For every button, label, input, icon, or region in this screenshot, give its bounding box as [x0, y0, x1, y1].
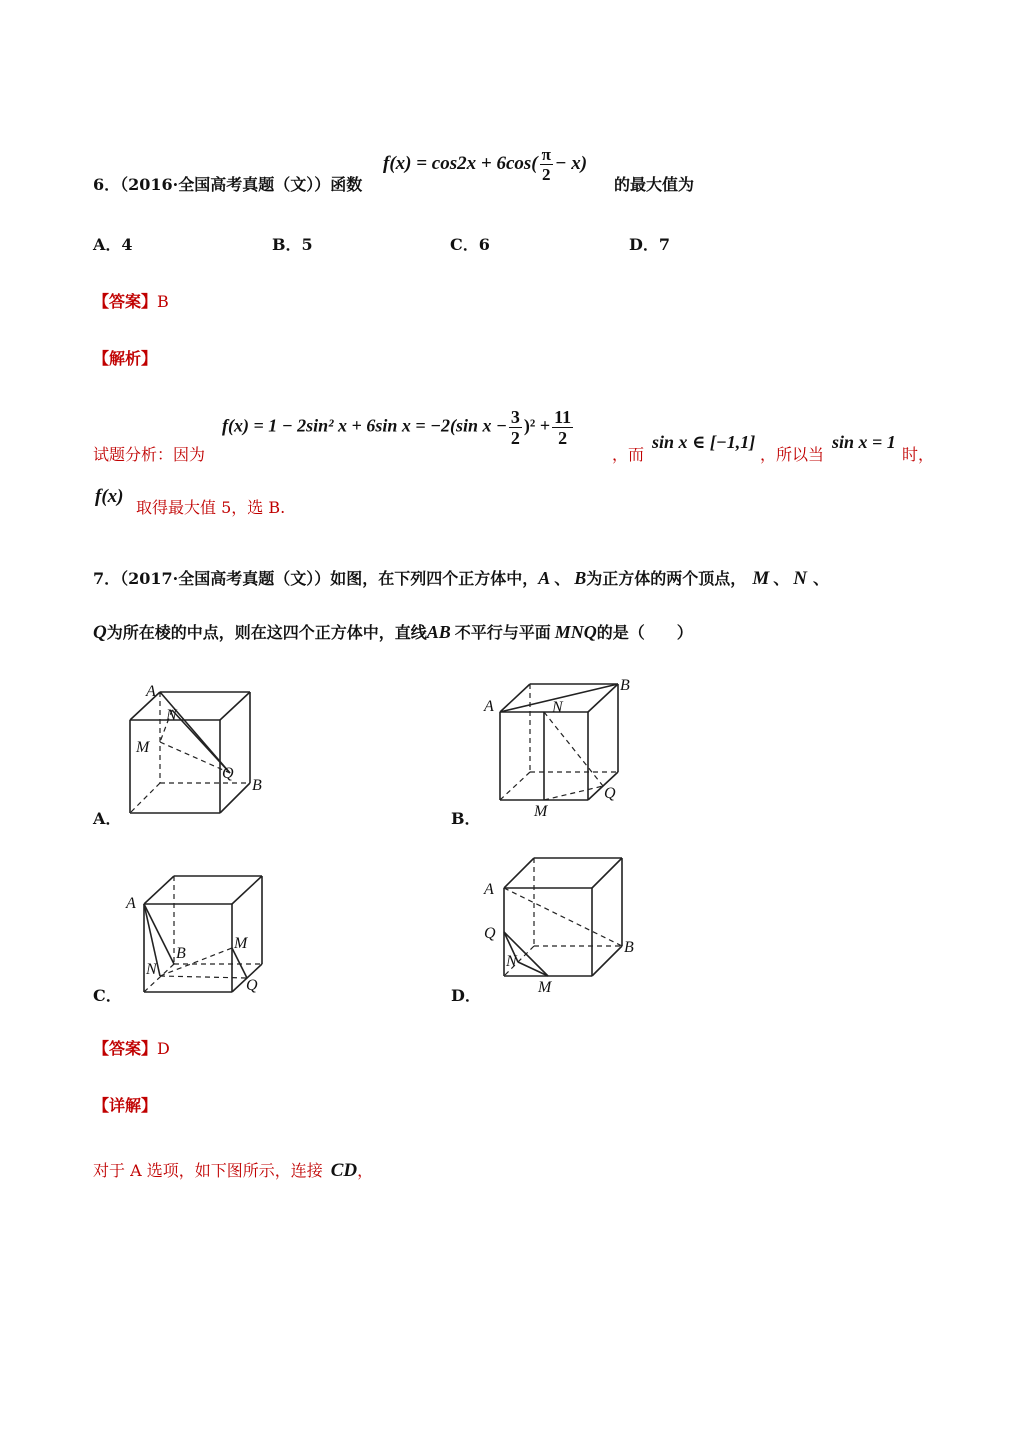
q6-prefix: 6．（2016·全国高考真题（文））函数 [93, 175, 363, 194]
q6-fx: f(x) [95, 486, 124, 507]
fig-d-label-q: Q [484, 925, 496, 942]
fig-a-label-b: B [252, 777, 262, 794]
q6-answer: 【答案】B [93, 292, 169, 311]
fig-b-label-a: A [484, 698, 494, 715]
q6-option-d: D．7 [629, 235, 671, 254]
fig-c-label-m: M [234, 935, 248, 952]
fig-d-label-a: A [484, 881, 494, 898]
q7-line1: 7．（2017·全国高考真题（文））如图，在下列四个正方体中，A 、 B为正方体的两个顶点， M 、 N 、 [93, 568, 829, 589]
figure-d-cube [480, 850, 650, 1000]
fig-b-label-b: B [620, 677, 630, 694]
figure-c-label: C． [93, 986, 122, 1005]
q6-option-c: C．6 [450, 235, 490, 254]
q6-conclusion: 取得最大值 5，选 B. [136, 498, 286, 517]
fig-c-label-a: A [126, 895, 136, 912]
fig-d-label-m: M [538, 979, 552, 996]
fig-c-label-b: B [176, 945, 186, 962]
fig-a-label-m: M [136, 739, 150, 756]
q7-line2: Q为所在棱的中点，则在这四个正方体中，直线AB 不平行与平面 MNQ的是（ ） [93, 622, 693, 643]
q6-analysis-intro: 试题分析：因为 [93, 445, 206, 464]
fig-b-label-q: Q [604, 785, 616, 802]
fig-a-label-q: Q [222, 765, 234, 782]
fig-a-label-n: N [166, 707, 177, 724]
fig-b-label-n: N [552, 699, 563, 716]
figure-d-label: D． [451, 986, 481, 1005]
q6-formula: f(x) = cos2x + 6cos( $\frac{\pi}{2}$ − x) [383, 145, 588, 184]
fig-c-label-n: N [146, 961, 157, 978]
q6-time-word: 时， [902, 445, 935, 464]
q6-option-a: A．4 [93, 235, 133, 254]
fig-d-label-b: B [624, 939, 634, 956]
q6-analysis-label: 【解析】 [93, 349, 158, 368]
q7-answer: 【答案】D [93, 1039, 170, 1058]
q6-analysis-formula: f(x) = 1 − 2sin² x + 6sin x = −2(sin x − $\frac{3}{2}$ )² + $\frac{11}{2}$ [222, 407, 572, 448]
figure-a-label: A． [93, 809, 122, 828]
q6-comma-er: ，而 [612, 445, 645, 464]
fig-b-label-m: M [534, 803, 548, 820]
q6-when-expr: sin x = 1 [832, 432, 896, 452]
figure-c-cube [120, 868, 290, 998]
fig-a-label-a: A [146, 683, 156, 700]
fig-c-label-q: Q [246, 977, 258, 994]
q6-option-b: B．5 [272, 235, 313, 254]
q6-so-when: ，所以当 [760, 445, 825, 464]
q6-range-expr: sin x ∈ [−1,1] [652, 432, 756, 452]
fig-d-label-n: N [506, 953, 517, 970]
figure-a-cube [120, 680, 280, 820]
q7-detail-label: 【详解】 [93, 1096, 158, 1115]
figure-b-cube [480, 674, 650, 824]
q6-suffix: 的最大值为 [614, 175, 695, 194]
figure-b-label: B． [451, 809, 481, 828]
q7-detail: 对于 A 选项，如下图所示，连接 CD， [93, 1160, 374, 1181]
